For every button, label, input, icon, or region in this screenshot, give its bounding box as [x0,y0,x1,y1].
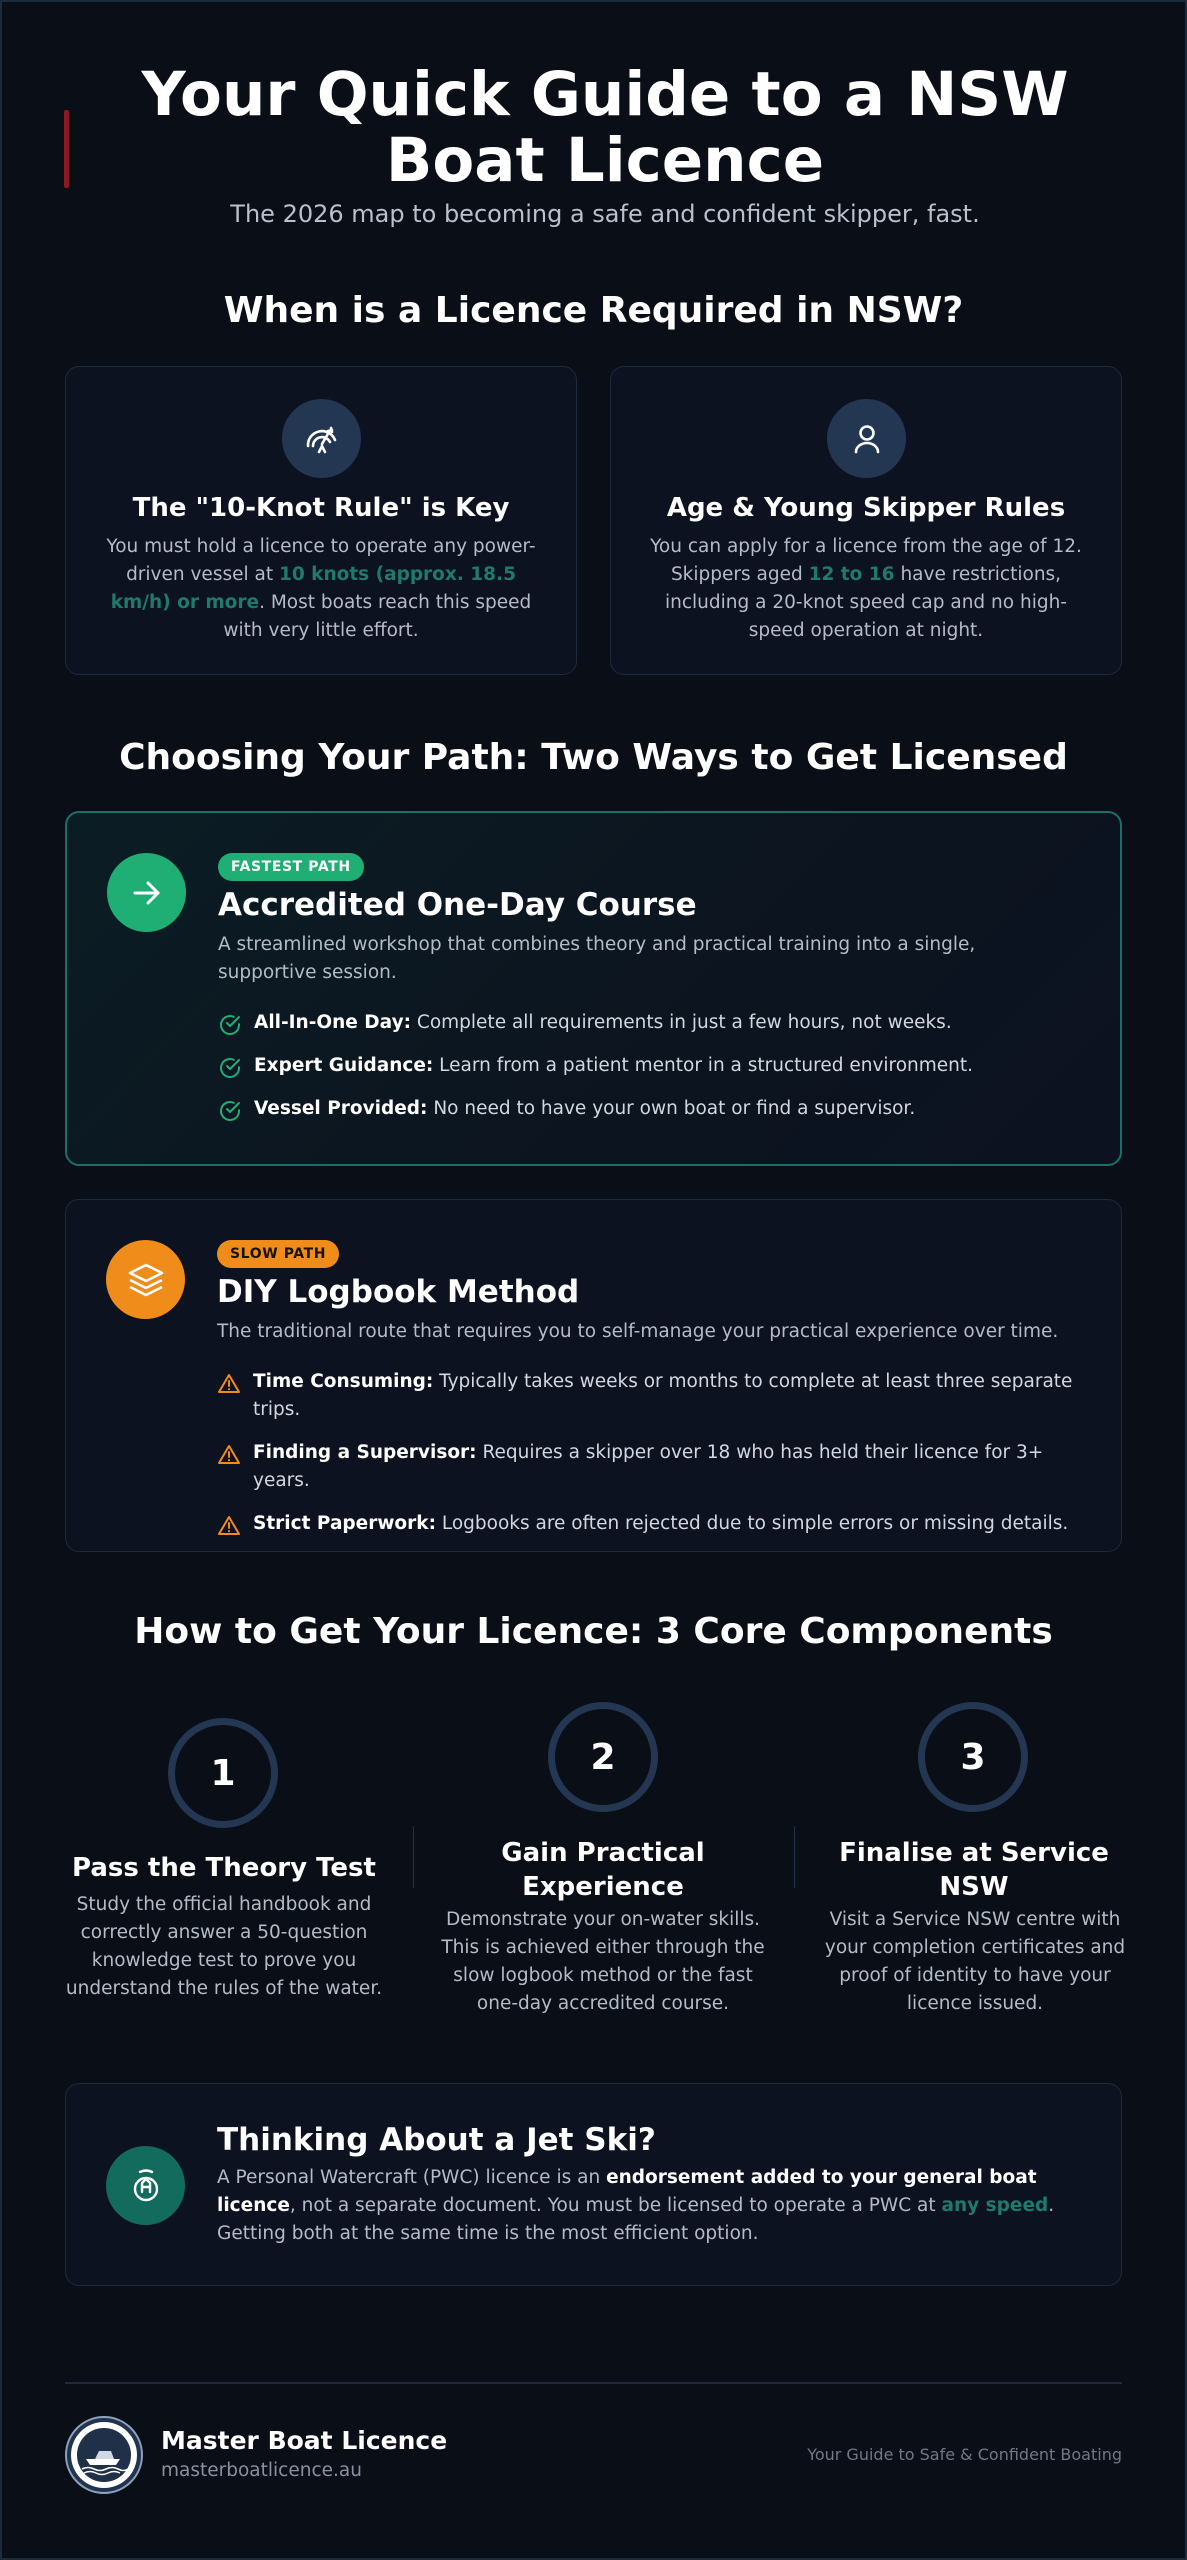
brand-logo [65,2416,143,2494]
feature-item: Vessel Provided: No need to have your own boat or find a supervisor. [218,1095,1088,1123]
req-card-text: You must hold a licence to operate any power-driven vessel at 10 knots (approx. 18.5 km/h) or more. Most boats reach this speed with very little effort. [106,536,536,641]
brand-name: Master Boat Licence [161,2426,448,2455]
step-divider [413,1826,414,1888]
feature-item: Expert Guidance: Learn from a patient mentor in a structured environment. [218,1052,1088,1080]
check-circle-icon [218,1099,242,1123]
brand-url[interactable]: masterboatlicence.au [161,2460,362,2481]
ten-knot-rule-card [65,366,577,675]
page-subtitle: The 2026 map to becoming a safe and confident skipper, fast. [230,200,980,228]
req-card-text: You can apply for a licence from the age of 12. Skippers aged 12 to 16 have restrictions, including a 20-knot speed cap and no high-speed operation at night. [650,536,1082,641]
jet-ski-title: Thinking About a Jet Ski? [217,2122,656,2158]
step-title-2: Gain Practical Experience [501,1838,705,1902]
page-title: Your Quick Guide to a NSW Boat Licence [141,59,1069,196]
slow-path-description: The traditional route that requires you to self-manage your practical experience over time. [217,1321,1059,1342]
fast-path-description: A streamlined workshop that combines theory and practical training into a single, supportive session. [218,934,976,983]
jet-ski-icon [106,2146,185,2225]
fast-path-title: Accredited One-Day Course [218,887,697,923]
warning-icon [217,1443,241,1467]
check-circle-icon [218,1013,242,1037]
fast-path-card [65,811,1122,1166]
step-title-3: Finalise at Service NSW [839,1838,1109,1902]
arrow-right-icon [107,853,186,932]
components-section-title: How to Get Your Licence: 3 Core Components [134,1611,1053,1652]
warning-icon [217,1514,241,1538]
feature-item: Time Consuming: Typically takes weeks or months to complete at least three separate trips. [217,1368,1087,1424]
footer-divider [65,2382,1122,2384]
step-number-3: 3 [918,1702,1028,1812]
slow-path-badge: SLOW PATH [217,1240,339,1268]
user-icon [827,399,906,478]
fastest-path-badge: FASTEST PATH [218,853,364,881]
step-number-1: 1 [168,1718,278,1828]
step-number-2: 2 [548,1702,658,1812]
age-rules-card [610,366,1122,675]
slow-path-title: DIY Logbook Method [217,1274,580,1310]
slow-path-card [65,1199,1122,1552]
requirements-section-title: When is a Licence Required in NSW? [223,290,964,331]
any-speed-highlight: any speed [941,2195,1049,2216]
step-text-1: Study the official handbook and correctly answer a 50-question knowledge test to prove you understand the rules of the water. [65,1894,383,1999]
feature-item: Strict Paperwork: Logbooks are often rejected due to simple errors or missing details. [217,1510,1087,1538]
layers-icon [106,1240,185,1319]
step-text-3: Visit a Service NSW centre with your completion certificates and proof of identity to have your licence issued. [824,1909,1126,2014]
jet-ski-text: A Personal Watercraft (PWC) licence is an endorsement added to your general boat licence, not a separate document. You must be licensed to operate a PWC at any speed. Getting both at the same time is the most efficient option. [217,2167,1055,2244]
req-card-title: The "10-Knot Rule" is Key [132,493,510,523]
req-card-title: Age & Young Skipper Rules [666,493,1066,523]
speedometer-icon [282,399,361,478]
title-accent-bar [64,110,69,188]
jet-ski-card [65,2083,1122,2286]
feature-item: All-In-One Day: Complete all requirements in just a few hours, not weeks. [218,1009,1088,1037]
fast-path-features [218,1009,1088,1138]
warning-icon [217,1372,241,1396]
footer-tagline: Your Guide to Safe & Confident Boating [807,2445,1122,2464]
feature-item: Finding a Supervisor: Requires a skipper over 18 who has held their licence for 3+ years. [217,1439,1087,1495]
step-text-2: Demonstrate your on-water skills. This is achieved either through the slow logbook method or the fast one-day accredited course. [441,1909,765,2014]
step-divider [794,1826,795,1888]
age-highlight: 12 to 16 [808,564,895,585]
speed-highlight: 10 knots (approx. 18.5 km/h) or more [110,564,516,613]
slow-path-features [217,1368,1087,1553]
check-circle-icon [218,1056,242,1080]
step-title-1: Pass the Theory Test [72,1853,376,1883]
paths-section-title: Choosing Your Path: Two Ways to Get Licensed [119,737,1068,778]
